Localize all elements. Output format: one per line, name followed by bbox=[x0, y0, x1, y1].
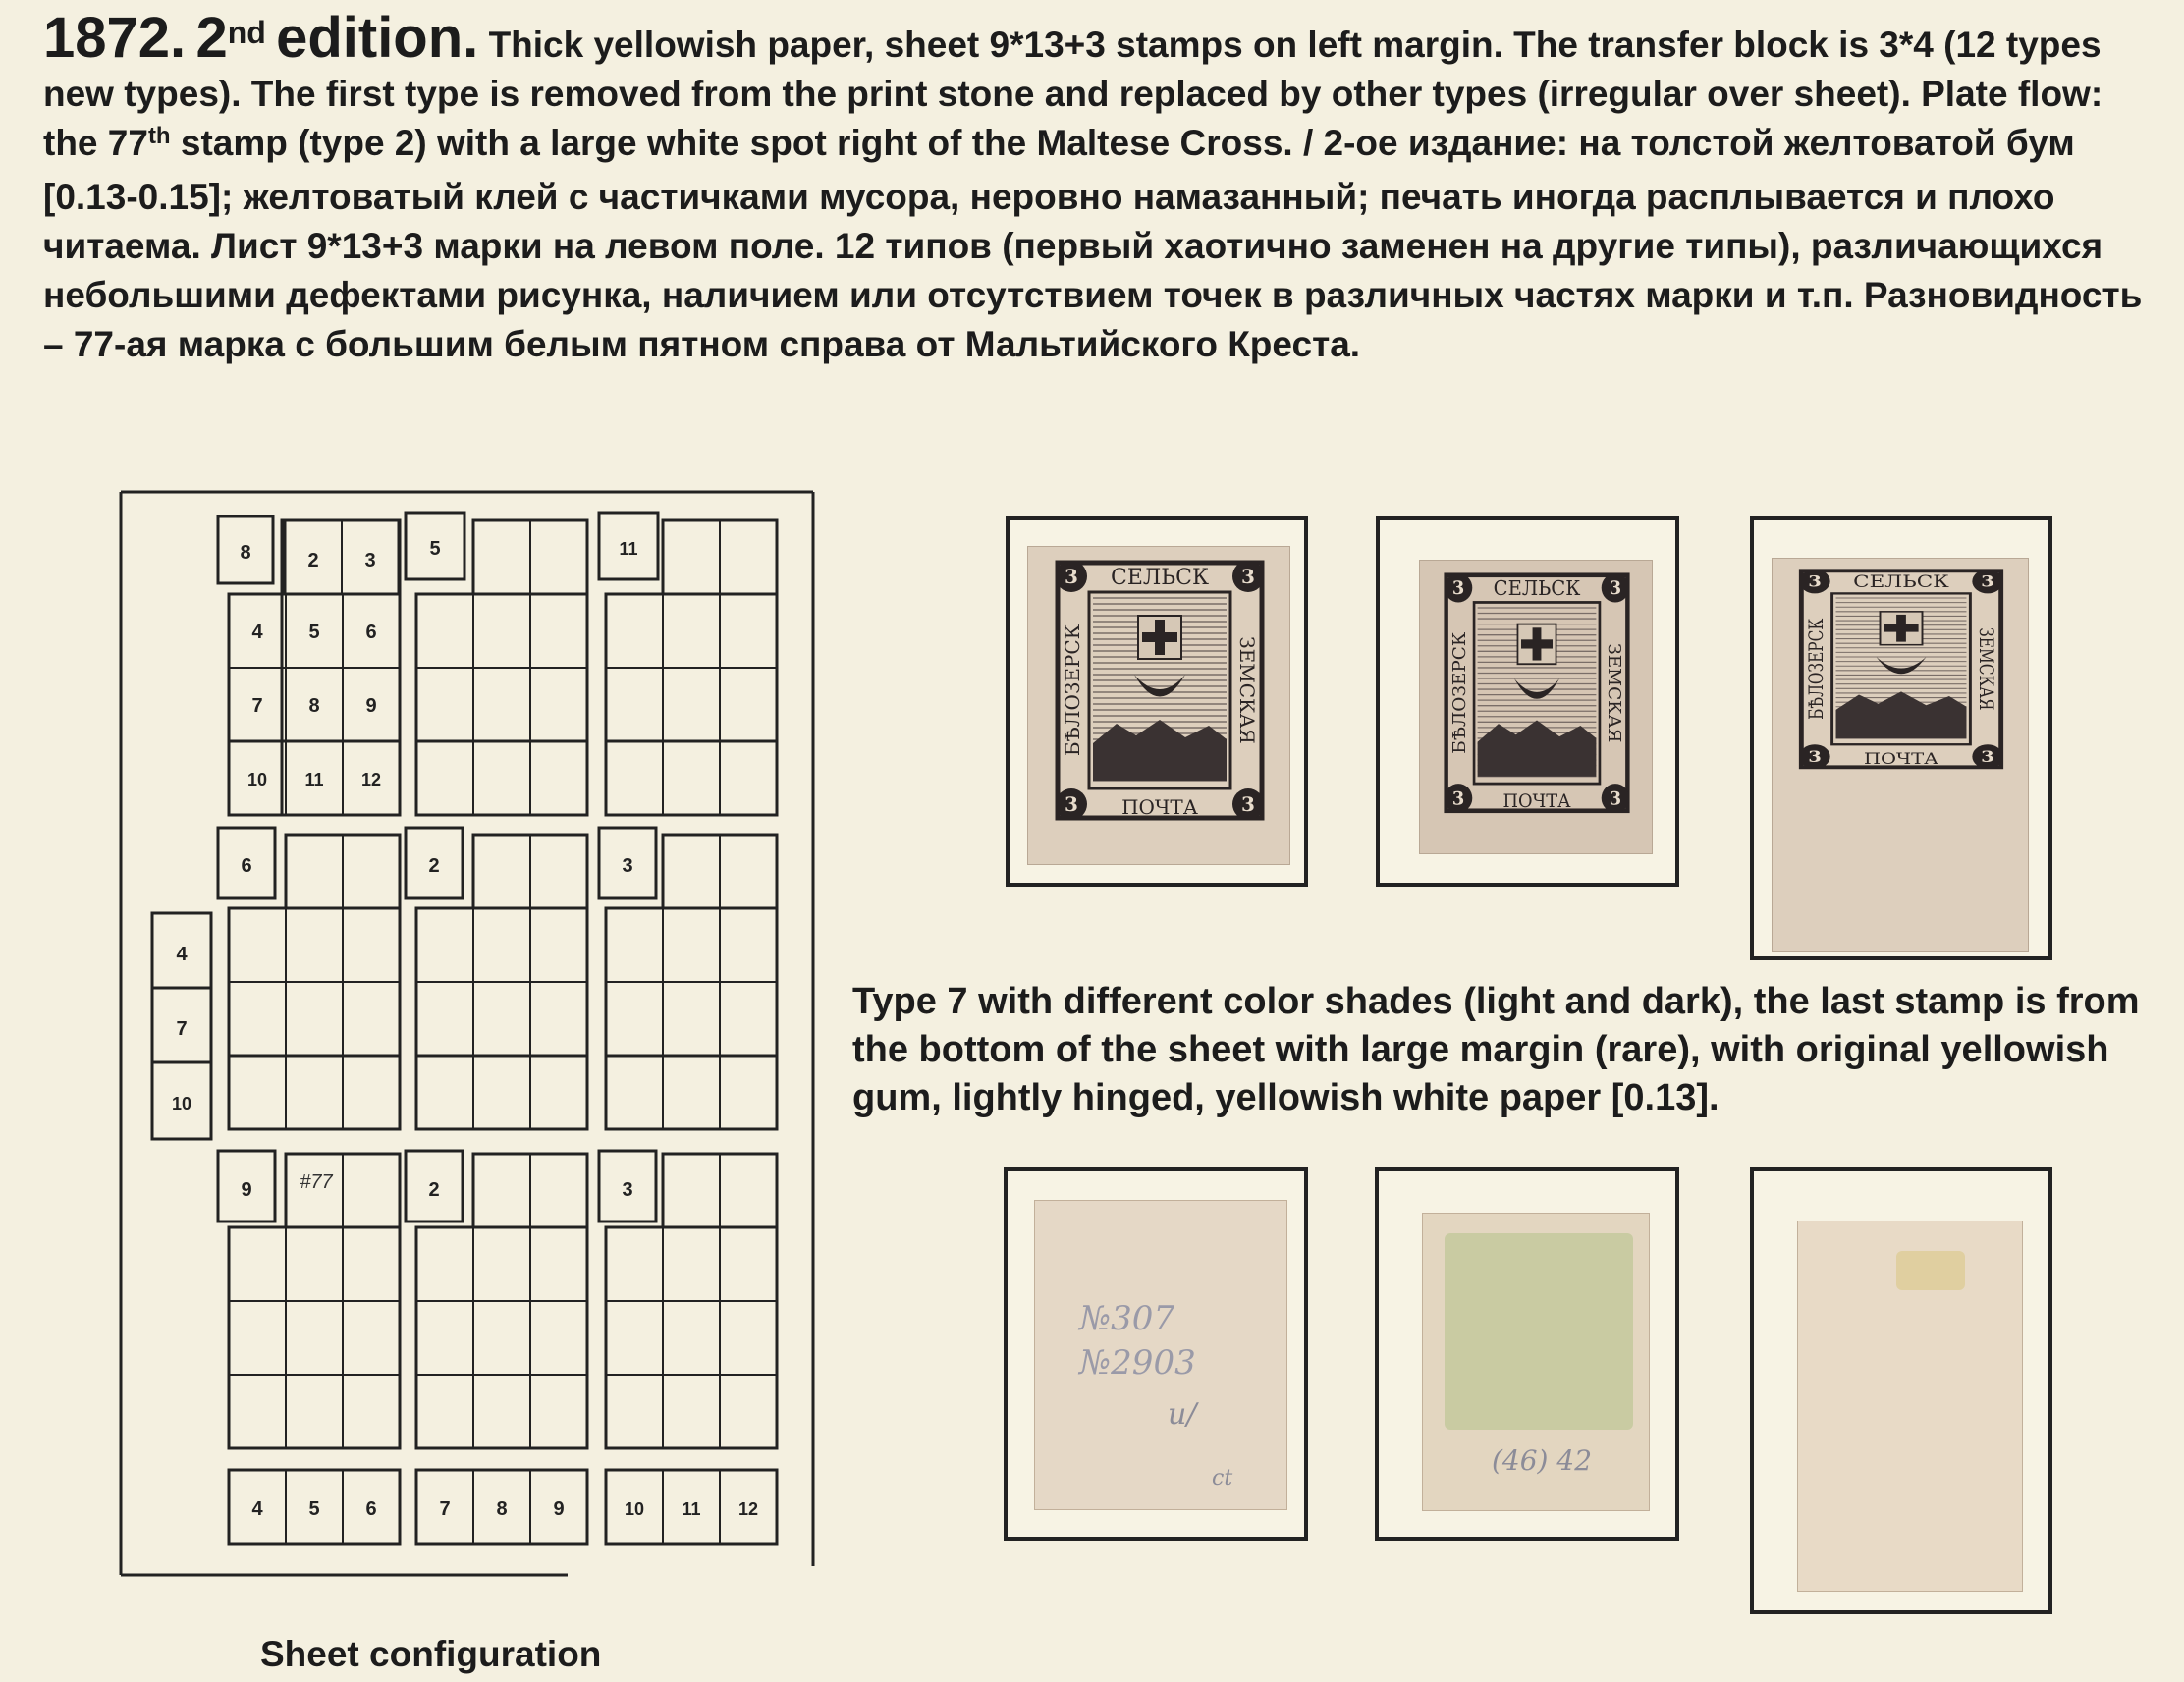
left-margin-label: 10 bbox=[171, 1094, 192, 1113]
type-label: 8 bbox=[308, 695, 320, 717]
type-label: 11 bbox=[619, 539, 638, 559]
block-grid bbox=[606, 1227, 777, 1448]
crescent bbox=[1514, 678, 1559, 699]
stamp-landscape bbox=[1836, 691, 1967, 738]
year: 1872. bbox=[43, 6, 187, 70]
stamp-corner-numeral: 3 bbox=[1451, 788, 1465, 810]
stamp-design bbox=[1028, 547, 1291, 866]
pencil-small-note: ct bbox=[1212, 1466, 1233, 1491]
crescent bbox=[1134, 675, 1185, 697]
type-label: 8 bbox=[496, 1498, 508, 1520]
stamp-right-text: ЗЕМСКАЯ bbox=[1235, 636, 1259, 744]
stamp-top-text: СЕЛЬСК bbox=[1111, 566, 1209, 590]
block-grid bbox=[606, 908, 777, 1129]
sheet-caption: Sheet configuration bbox=[260, 1634, 602, 1674]
stamp-frame-front-2 bbox=[1376, 516, 1679, 887]
type-label: 10 bbox=[246, 770, 268, 789]
block-grid bbox=[606, 594, 777, 815]
maltese-cross-h bbox=[1884, 624, 1918, 632]
type-label: 12 bbox=[737, 1499, 759, 1519]
edition-word: edition. bbox=[276, 6, 479, 70]
left-margin-label: 7 bbox=[176, 1018, 188, 1040]
stamp-landscape bbox=[1478, 720, 1597, 776]
stamp-corner-numeral: 3 bbox=[1065, 792, 1078, 816]
block-grid bbox=[416, 908, 587, 1129]
stamp-design bbox=[1420, 561, 1654, 855]
type-label: 6 bbox=[365, 622, 377, 643]
stamp-bottom-text: ПОЧТА bbox=[1864, 751, 1938, 769]
stamp-back-1 bbox=[1034, 1200, 1287, 1510]
stamp-corner-numeral: 3 bbox=[1609, 788, 1622, 810]
type-label: 3 bbox=[622, 855, 633, 877]
stamp-corner-numeral: 3 bbox=[1241, 792, 1255, 816]
block-grid bbox=[416, 741, 587, 815]
stamp-bottom-text: ПОЧТА bbox=[1121, 795, 1198, 819]
type-label: 12 bbox=[360, 770, 382, 789]
stamp-design bbox=[1773, 559, 2030, 804]
block-grid bbox=[416, 594, 587, 815]
gum-area bbox=[1445, 1233, 1633, 1430]
stamp-corner-numeral: 3 bbox=[1808, 572, 1822, 591]
type-label: 8 bbox=[240, 542, 251, 564]
stamp-corner-numeral: 3 bbox=[1065, 565, 1078, 588]
edition-superscript: nd bbox=[227, 15, 266, 50]
stamp-left-text: БѢЛОЗЕРСК bbox=[1061, 624, 1084, 757]
type-label: 6 bbox=[241, 855, 252, 877]
type-label: 4 bbox=[251, 622, 263, 643]
type-label: 11 bbox=[304, 770, 324, 789]
block-grid bbox=[606, 1056, 777, 1129]
type-label: 3 bbox=[622, 1179, 633, 1201]
maltese-cross-h bbox=[1521, 639, 1553, 648]
type-label: 10 bbox=[624, 1499, 645, 1519]
type-label: 3 bbox=[364, 550, 376, 571]
stamp-corner-numeral: 3 bbox=[1981, 747, 1994, 767]
stamp-frame-back-2 bbox=[1375, 1167, 1679, 1541]
edition-number: 2 bbox=[195, 6, 228, 70]
stamp-top-text: СЕЛЬСК bbox=[1493, 576, 1581, 601]
left-margin-label: 4 bbox=[176, 944, 188, 965]
type-label: 2 bbox=[428, 855, 440, 877]
stamp-landscape bbox=[1093, 720, 1227, 781]
variety-77-label: #77 bbox=[300, 1171, 333, 1193]
stamp-front-light bbox=[1027, 546, 1290, 865]
block-grid bbox=[229, 1227, 400, 1448]
description-ru: / 2-ое издание: на толстой желтоватой бум [0.13-0.15]; желтоватый клей с частичками мусора, неровно намазанный; печать иногда расплывается и плохо читаема. Лист 9*13+3 марки на левом поле. 12 типов (первый хаотично заменен на другие типы), различающихся небольшими дефектами рисунка, наличием или отсутствием точек в различных частях марки и т.п. Разновидность – 77-ая марка с большим белым пятном справа от Мальтийского Креста. bbox=[43, 123, 2143, 364]
block-grid bbox=[416, 1227, 587, 1448]
stamps-caption: Type 7 with different color shades (light and dark), the last stamp is from the bottom of the sheet with large margin (rare), with original yellowish gum, lightly hinged, yellowish white paper [0.13]. bbox=[852, 981, 2140, 1118]
type-label: 9 bbox=[553, 1498, 565, 1520]
stamp-front-bottom-margin bbox=[1772, 558, 2029, 952]
type-label: 11 bbox=[682, 1499, 701, 1519]
pencil-note-2: №2903 bbox=[1079, 1343, 1196, 1383]
type-label: 2 bbox=[307, 550, 319, 571]
type-label: 7 bbox=[439, 1498, 451, 1520]
description-en-2: stamp (type 2) with a large white spot right of the Maltese Cross. bbox=[180, 123, 1293, 163]
type-label: 9 bbox=[365, 695, 377, 717]
pencil-note-1: №307 bbox=[1079, 1299, 1175, 1338]
stamp-frame-front-3 bbox=[1750, 516, 2052, 960]
block-grid bbox=[606, 741, 777, 815]
type-label: 9 bbox=[241, 1179, 252, 1201]
type-label: 5 bbox=[308, 1498, 320, 1520]
stamp-left-text: БѢЛОЗЕРСК bbox=[1806, 618, 1829, 720]
type-label: 5 bbox=[429, 538, 441, 560]
type-label: 6 bbox=[365, 1498, 377, 1520]
type-label: 2 bbox=[428, 1179, 440, 1201]
stamp-bottom-text: ПОЧТА bbox=[1502, 790, 1571, 813]
stamp-corner-numeral: 3 bbox=[1808, 747, 1822, 767]
stamp-corner-numeral: 3 bbox=[1241, 565, 1255, 588]
type-label: 5 bbox=[308, 622, 320, 643]
block-grid bbox=[229, 1056, 400, 1129]
stamp-corner-numeral: 3 bbox=[1981, 572, 1994, 591]
sheet-diagram bbox=[0, 0, 884, 1620]
stamp-back-3 bbox=[1797, 1221, 2023, 1592]
pencil-mark: и/ bbox=[1168, 1397, 1197, 1432]
stamp-left-text: БѢЛОЗЕРСК bbox=[1449, 631, 1471, 754]
block-grid bbox=[416, 1056, 587, 1129]
block-grid bbox=[229, 908, 400, 1129]
crescent bbox=[1877, 657, 1927, 674]
stamp-top-text: СЕЛЬСК bbox=[1853, 571, 1949, 592]
maltese-cross-h bbox=[1142, 632, 1177, 642]
hinge-remnant bbox=[1896, 1251, 1965, 1290]
stamp-frame-front-1 bbox=[1006, 516, 1308, 887]
description-en-superscript: th bbox=[147, 123, 171, 149]
description-en: Thick yellowish paper, sheet 9*13+3 stamps on left margin. The transfer block is 3*4 (12 types new types). The first type is removed from the print stone and replaced by other types (irregular over sheet). Plate flow: the 77 bbox=[43, 25, 2103, 163]
stamp-frame-back-3 bbox=[1750, 1167, 2052, 1614]
stamp-back-2 bbox=[1422, 1213, 1650, 1511]
pencil-note: (46) 42 bbox=[1492, 1444, 1593, 1477]
stamp-corner-numeral: 3 bbox=[1451, 577, 1465, 600]
stamp-front-dark bbox=[1419, 560, 1653, 854]
stamp-right-text: ЗЕМСКАЯ bbox=[1974, 627, 1996, 711]
stamp-right-text: ЗЕМСКАЯ bbox=[1603, 643, 1624, 743]
stamp-corner-numeral: 3 bbox=[1609, 577, 1622, 600]
type-label: 7 bbox=[251, 695, 263, 717]
type-label: 4 bbox=[251, 1498, 263, 1520]
stamp-frame-back-1 bbox=[1004, 1167, 1308, 1541]
